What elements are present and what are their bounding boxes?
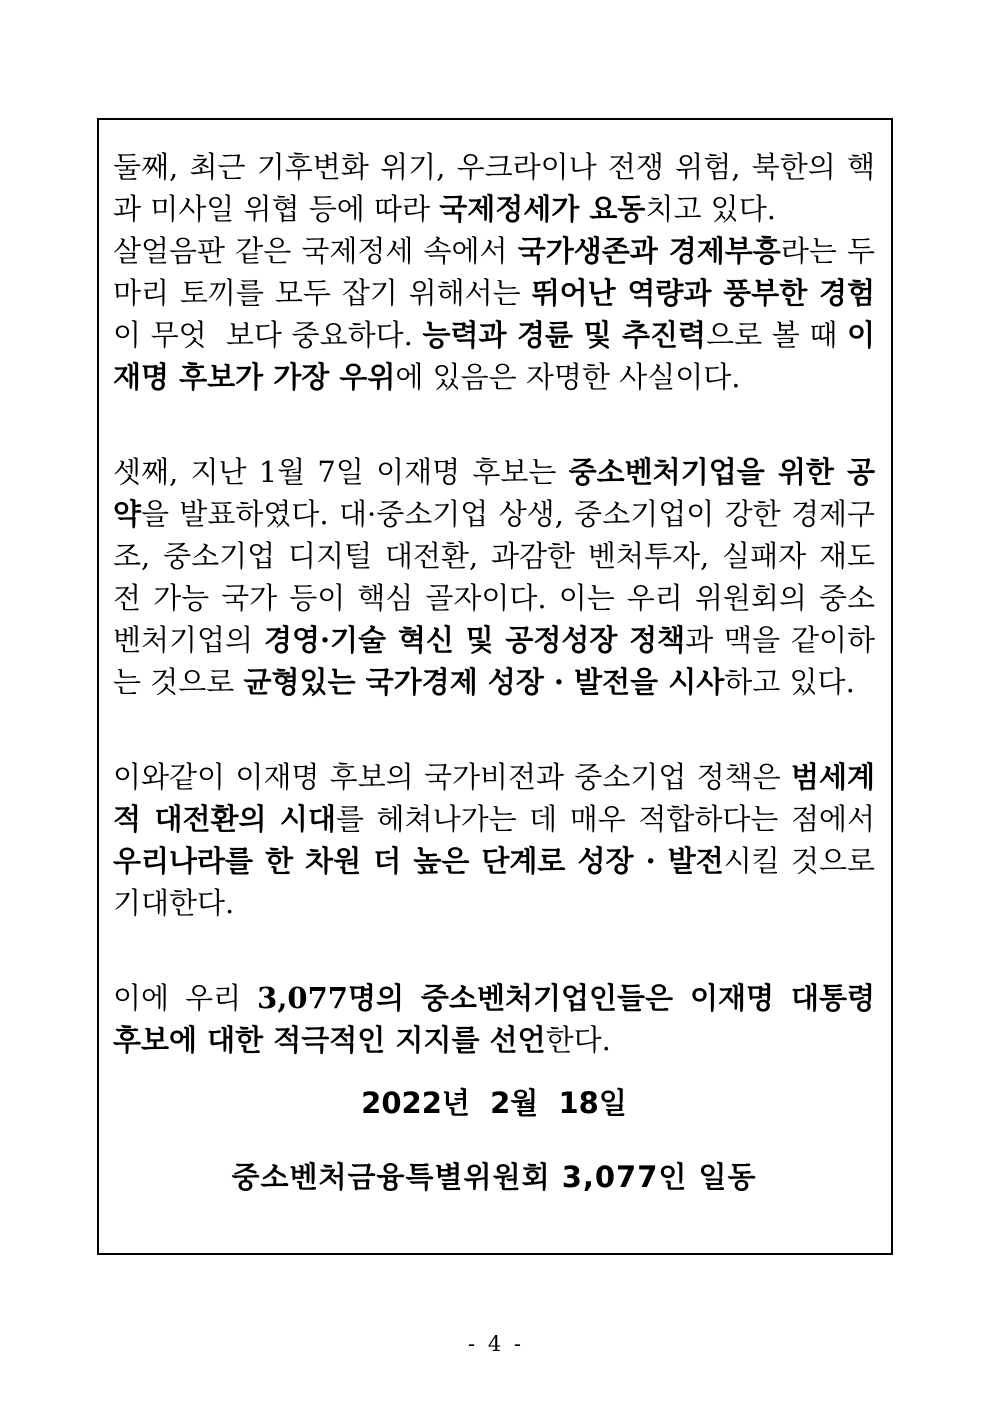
text-run: 과 맥을 같이하는 것으로	[113, 623, 875, 699]
bold-text-run: 우리나라를 한 차원 더 높은 단계로 성장 · 발전	[113, 844, 724, 878]
bold-text-run: 균형있는 국가경제 성장 · 발전을 시사	[243, 665, 725, 699]
bold-text-run: 이재명 후보가 가장 우위	[113, 318, 876, 394]
body-paragraph-5	[113, 977, 875, 1061]
body-paragraph-3	[113, 451, 875, 703]
body-paragraph-1	[113, 146, 875, 230]
page-number: - 4 -	[468, 1332, 524, 1356]
bold-text-run: 국제정세가 요동	[439, 192, 646, 226]
body-paragraph-2	[113, 230, 875, 398]
text-run: 을 발표하였다. 대·중소기업 상생, 중소기업이 강한 경제구조, 중소기업 디지털 대전환, 과감한 벤처투자, 실패자 재도전 가능 국가 등이 핵심 골자이다. 이는 우리 위원회의 중소벤처기업의	[113, 497, 875, 657]
text-run: 한다.	[545, 1023, 611, 1057]
text-run: 시킬 것으로 기대한다.	[113, 844, 875, 920]
bold-text-run: 능력과 경륜 및 추진력	[422, 318, 707, 352]
bold-text-run: 국가생존과 경제부흥	[517, 234, 781, 268]
bold-text-run: 범세계적 대전환의 시대	[113, 760, 875, 836]
text-run: 치고 있다.	[645, 192, 776, 226]
text-run: 에 있음은 자명한 사실이다.	[395, 360, 741, 394]
bold-text-run: 뛰어난 역량과 풍부한 경험	[531, 276, 875, 310]
document-border-frame	[97, 118, 893, 1255]
date-line: 2022년 2월 18일	[361, 1086, 627, 1120]
text-run: 이 무엇 보다 중요하다.	[113, 318, 423, 352]
text-run: 이와같이 이재명 후보의 국가비전과 중소기업 정책은	[113, 760, 791, 794]
bold-text-run: 경영·기술 혁신 및 공정성장 정책	[263, 623, 686, 657]
text-run: 으로 볼 때	[706, 318, 847, 352]
document-body	[113, 146, 875, 1061]
text-run: 이에 우리	[113, 981, 258, 1015]
text-run: 둘째, 최근 기후변화 위기, 우크라이나 전쟁 위험, 북한의 핵과 미사일 위협 등에 따라	[113, 150, 875, 226]
bold-text-run: 3,077명의 중소벤처기업인들은 이재명 대통령 후보에 대한 적극적인 지지를 선언	[113, 981, 875, 1057]
text-run: 셋째, 지난 1월 7일 이재명 후보는	[113, 455, 569, 489]
body-paragraph-4	[113, 756, 875, 924]
text-run: 를 헤쳐나가는 데 매우 적합하다는 점에서	[335, 802, 875, 836]
text-run: 살얼음판 같은 국제정세 속에서	[113, 234, 518, 268]
text-run: 하고 있다.	[724, 665, 855, 699]
text-run: 라는 두마리 토끼를 모두 잡기 위해서는	[113, 234, 875, 310]
signature-line: 중소벤처금융특별위원회 3,077인 일동	[231, 1160, 757, 1194]
bold-text-run: 중소벤처기업을 위한 공약	[113, 455, 875, 531]
